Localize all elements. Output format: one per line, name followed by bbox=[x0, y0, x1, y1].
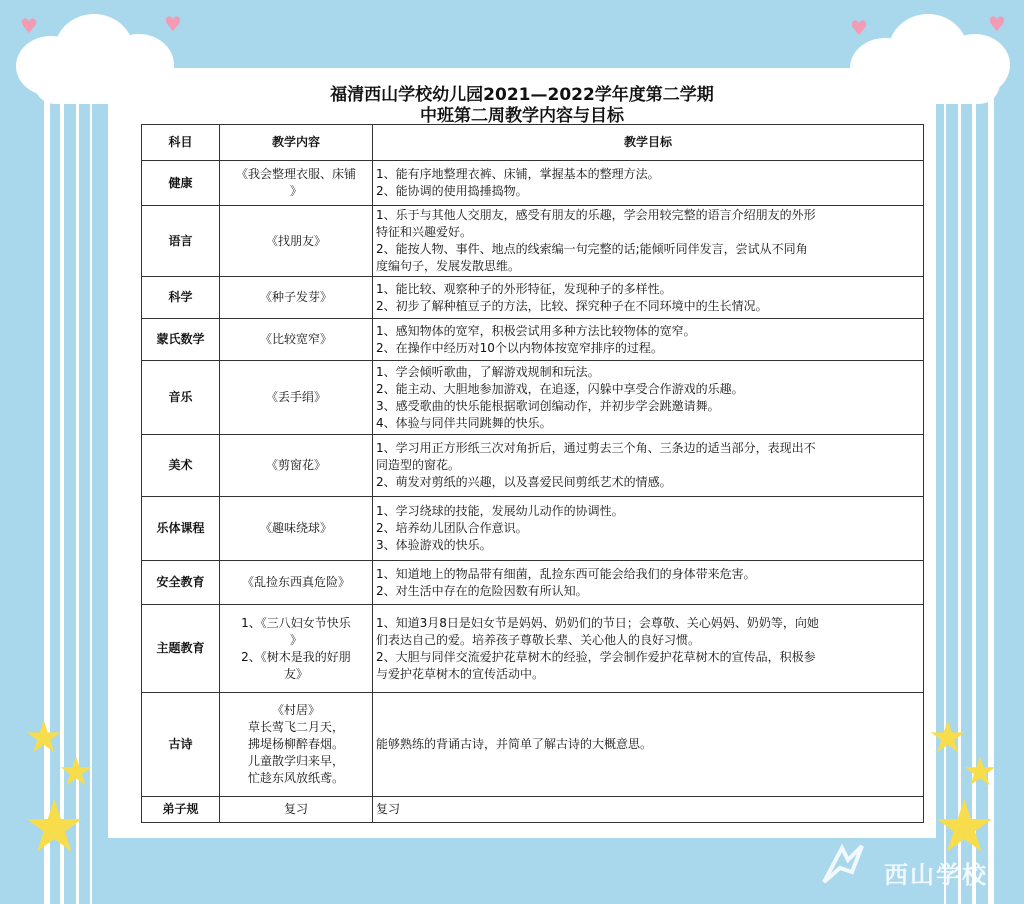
table-row bbox=[142, 497, 924, 561]
goal-line: 1、感知物体的宽窄，积极尝试用多种方法比较物体的宽窄。 bbox=[376, 323, 696, 338]
goal-line: 复习 bbox=[376, 802, 401, 816]
content-line: 友》 bbox=[283, 666, 308, 681]
table-row bbox=[142, 605, 924, 693]
goals-cell bbox=[373, 435, 924, 497]
subject-cell: 音乐 bbox=[142, 361, 220, 435]
table-row bbox=[142, 561, 924, 605]
goal-line: 与爱护花草树木的宣传活动中。 bbox=[376, 666, 545, 681]
goal-line: 1、知道3月8日是妇女节是妈妈、奶奶们的节日；会尊敬、关心妈妈、奶奶等，向她 bbox=[376, 615, 819, 630]
content-cell bbox=[220, 693, 373, 797]
table-header-row bbox=[142, 125, 924, 161]
subject-cell: 安全教育 bbox=[142, 561, 220, 605]
goals-cell bbox=[373, 206, 924, 277]
border-stripe bbox=[44, 60, 50, 904]
star-icon: ★ bbox=[928, 712, 968, 763]
content-line: 《乱捡东西真危险》 bbox=[241, 575, 350, 589]
heart-icon: ♥ bbox=[850, 16, 868, 40]
table-row bbox=[142, 161, 924, 206]
goals-cell bbox=[373, 319, 924, 361]
content-cell bbox=[220, 797, 373, 823]
subject-cell: 主题教育 bbox=[142, 605, 220, 693]
subject-cell: 语言 bbox=[142, 206, 220, 277]
goal-line: 2、能按人物、事件、地点的线索编一句完整的话;能倾听同伴发言，尝试从不同角 bbox=[376, 242, 808, 256]
content-cell bbox=[220, 161, 373, 206]
goal-line: 4、体验与同伴共同跳舞的快乐。 bbox=[376, 415, 552, 430]
content-line: 忙趁东风放纸鸢。 bbox=[247, 771, 344, 785]
goal-line: 2、能主动、大胆地参加游戏，在追逐，闪躲中享受合作游戏的乐趣。 bbox=[376, 381, 744, 396]
goal-line: 1、学会倾听歌曲，了解游戏规制和玩法。 bbox=[376, 364, 600, 379]
content-line: 》 bbox=[289, 632, 302, 647]
school-logo-icon bbox=[818, 842, 868, 888]
content-line: 1、《三八妇女节快乐 bbox=[241, 615, 351, 630]
content-cell bbox=[220, 605, 373, 693]
goal-line: 1、能有序地整理衣裤、床铺，掌握基本的整理方法。 bbox=[376, 167, 660, 181]
goals-cell bbox=[373, 561, 924, 605]
table-row bbox=[142, 277, 924, 319]
goal-line: 2、对生活中存在的危险因数有所认知。 bbox=[376, 583, 588, 598]
star-icon: ★ bbox=[932, 784, 997, 868]
table-row bbox=[142, 435, 924, 497]
star-icon: ★ bbox=[22, 784, 87, 868]
subject-cell: 健康 bbox=[142, 161, 220, 206]
goal-line: 2、萌发对剪纸的兴趣，以及喜爱民间剪纸艺术的情感。 bbox=[376, 475, 672, 489]
subject-cell: 弟子规 bbox=[142, 797, 220, 823]
star-icon: ★ bbox=[24, 712, 64, 763]
goal-line: 度编句子，发展发散思维。 bbox=[376, 259, 521, 273]
heart-icon: ♥ bbox=[20, 14, 38, 38]
content-cell bbox=[220, 561, 373, 605]
content-cell bbox=[220, 319, 373, 361]
goals-cell bbox=[373, 497, 924, 561]
goal-line: 2、在操作中经历对10个以内物体按宽窄排序的过程。 bbox=[376, 340, 663, 355]
goal-line: 们表达自己的爱。培养孩子尊敬长辈、关心他人的良好习惯。 bbox=[376, 632, 701, 647]
star-icon: ★ bbox=[58, 749, 94, 795]
header-content: 教学内容 bbox=[220, 125, 373, 161]
subject-cell: 蒙氏数学 bbox=[142, 319, 220, 361]
star-icon: ★ bbox=[962, 749, 998, 795]
content-cell bbox=[220, 206, 373, 277]
table-row bbox=[142, 797, 924, 823]
content-line: 拂堤杨柳醉春烟。 bbox=[247, 737, 344, 751]
goal-line: 3、感受歌曲的快乐能根据歌词创编动作，并初步学会跳邀请舞。 bbox=[376, 398, 720, 413]
content-line: 《找朋友》 bbox=[265, 233, 326, 248]
subject-cell: 科学 bbox=[142, 277, 220, 319]
content-line: 2、《树木是我的好朋 bbox=[241, 649, 351, 664]
content-cell bbox=[220, 435, 373, 497]
goal-line: 3、体验游戏的快乐。 bbox=[376, 538, 492, 552]
table-row bbox=[142, 319, 924, 361]
subject-cell: 美术 bbox=[142, 435, 220, 497]
page-title: 福清西山学校幼儿园2021—2022学年度第二学期 bbox=[330, 85, 714, 105]
border-stripe bbox=[944, 60, 946, 904]
goal-line: 2、能协调的使用捣捶捣物。 bbox=[376, 184, 528, 198]
teaching-plan-table bbox=[141, 124, 924, 823]
content-line: 儿童散学归来早， bbox=[247, 754, 344, 768]
page-subtitle: 中班第二周教学内容与目标 bbox=[420, 106, 624, 126]
content-line: 草长莺飞二月天， bbox=[247, 720, 344, 734]
content-line: 《趣味绕球》 bbox=[259, 521, 332, 535]
goal-line: 1、能比较、观察种子的外形特征，发现种子的多样性。 bbox=[376, 281, 672, 296]
content-line: 《我会整理衣服、床铺 bbox=[235, 167, 356, 181]
goals-cell bbox=[373, 797, 924, 823]
content-cell bbox=[220, 277, 373, 319]
content-line: 《种子发芽》 bbox=[259, 290, 332, 304]
watermark-text: 西山学校 bbox=[884, 861, 988, 889]
goals-cell bbox=[373, 161, 924, 206]
content-line: 《剪窗花》 bbox=[265, 458, 326, 472]
goal-line: 特征和兴趣爱好。 bbox=[376, 225, 473, 239]
content-line: 》 bbox=[289, 184, 302, 198]
goals-cell bbox=[373, 277, 924, 319]
content-line: 《村居》 bbox=[271, 703, 320, 717]
goals-cell bbox=[373, 605, 924, 693]
goal-line: 1、乐于与其他人交朋友，感受有朋友的乐趣，学会用较完整的语言介绍朋友的外形 bbox=[376, 208, 816, 222]
content-line: 《丢手绢》 bbox=[265, 390, 326, 404]
content-cell bbox=[220, 497, 373, 561]
content-line: 《比较宽窄》 bbox=[259, 332, 332, 346]
goal-line: 2、初步了解种植豆子的方法，比较、探究种子在不同环境中的生长情况。 bbox=[376, 298, 768, 313]
goals-cell bbox=[373, 693, 924, 797]
table-row bbox=[142, 361, 924, 435]
content-cell bbox=[220, 361, 373, 435]
goal-line: 能够熟练的背诵古诗，并简单了解古诗的大概意思。 bbox=[376, 737, 653, 751]
goal-line: 1、知道地上的物品带有细菌，乱捡东西可能会给我们的身体带来危害。 bbox=[376, 566, 756, 581]
goal-line: 1、学习绕球的技能，发展幼儿动作的协调性。 bbox=[376, 504, 624, 518]
heart-icon: ♥ bbox=[988, 12, 1006, 36]
table-row bbox=[142, 693, 924, 797]
content-line: 复习 bbox=[283, 802, 308, 816]
header-goals: 教学目标 bbox=[373, 125, 924, 161]
header-subject: 科目 bbox=[142, 125, 220, 161]
heart-icon: ♥ bbox=[164, 12, 182, 36]
border-stripe bbox=[958, 60, 961, 904]
goal-line: 2、大胆与同伴交流爱护花草树木的经验，学会制作爱护花草树木的宣传品，积极参 bbox=[376, 649, 816, 664]
goal-line: 2、培养幼儿团队合作意识。 bbox=[376, 521, 528, 535]
goal-line: 1、学习用正方形纸三次对角折后，通过剪去三个角、三条边的适当部分，表现出不 bbox=[376, 441, 816, 455]
subject-cell: 乐体课程 bbox=[142, 497, 220, 561]
table-row bbox=[142, 206, 924, 277]
subject-cell: 古诗 bbox=[142, 693, 220, 797]
goal-line: 同造型的窗花。 bbox=[376, 458, 461, 472]
goals-cell bbox=[373, 361, 924, 435]
